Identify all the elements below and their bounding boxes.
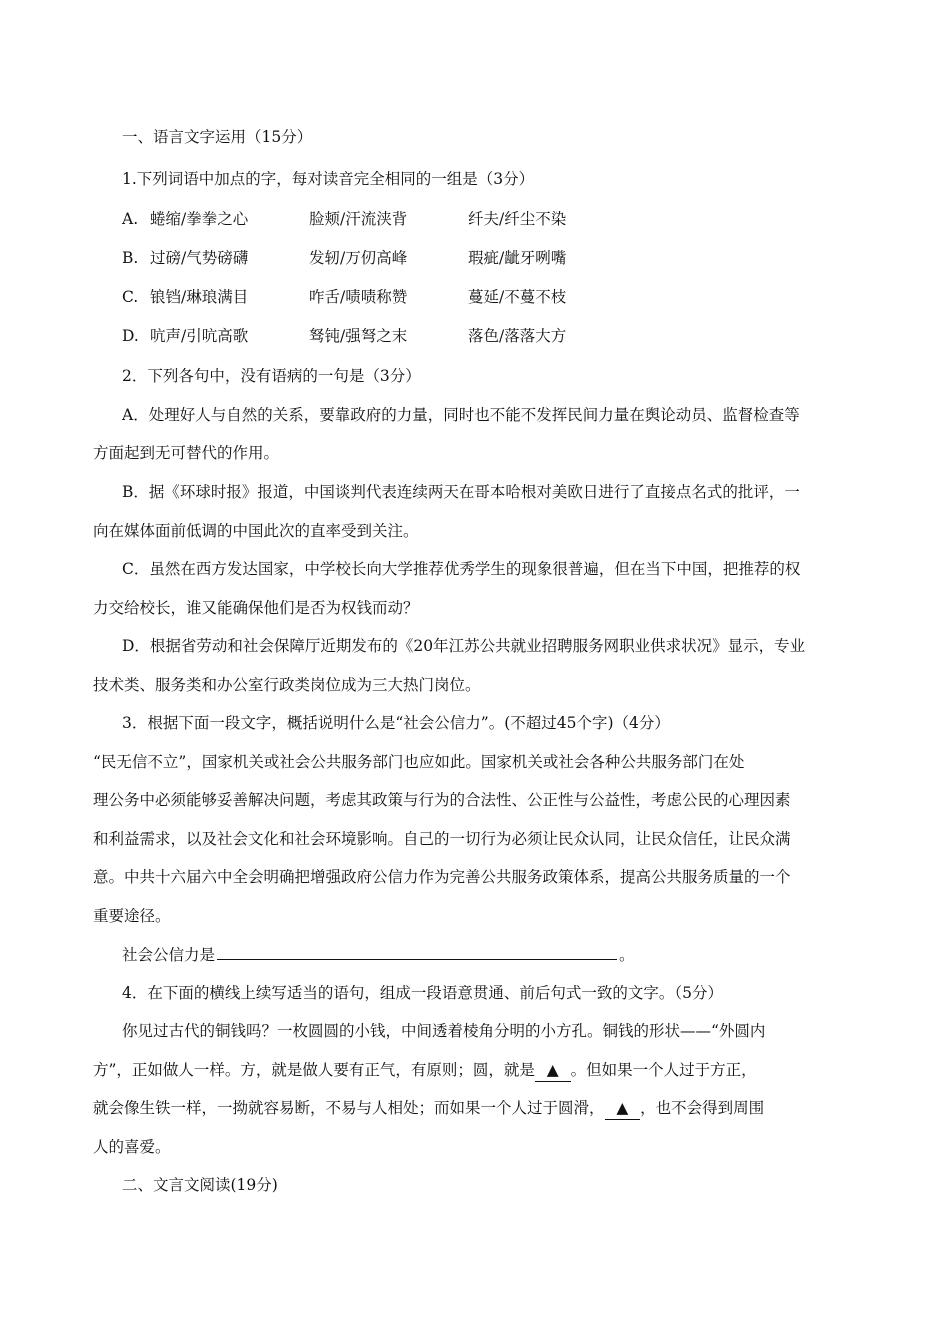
passage-line: 意。中共十六届六中全会明确把增强政府公信力作为完善公共服务政策体系，提高公共服务质量的一个 (93, 868, 791, 886)
option-label: C. (122, 288, 139, 306)
passage-line: 方”，正如做人一样。方，就是做人要有正气，有原则；圆，就是 ▲ 。但如果一个人过于方正， (93, 1059, 757, 1082)
passage-line: 和利益需求，以及社会文化和社会环境影响。自己的一切行为必须让民众认同，让民众信任，让民众满 (93, 830, 791, 848)
option-line: 力交给校长，谁又能确保他们是否为权钱而动？ (93, 599, 419, 617)
section-heading: 二、文言文阅读(19分) (122, 1176, 278, 1194)
answer-prefix: 社会公信力是 (122, 946, 216, 964)
option-line: B．据《环球时报》报道，中国谈判代表连续两天在哥本哈根对美欧日进行了直接点名式的批评，一 (122, 483, 800, 501)
option-word: 吭声/引吭高歌 (150, 327, 249, 345)
option-word: 瑕疵/龇牙咧嘴 (468, 249, 567, 267)
option-label: D. (122, 327, 139, 345)
passage-line: “民无信不立”，国家机关或社会公共服务部门也应如此。国家机关或社会各种公共服务部门在处 (93, 753, 745, 771)
answer-suffix: 。 (619, 946, 635, 964)
option-word: 咋舌/啧啧称赞 (309, 288, 408, 306)
option-label: B. (122, 249, 139, 267)
option-word: 蔓延/不蔓不枝 (468, 288, 567, 306)
question-stem: 1.下列词语中加点的字，每对读音完全相同的一组是（3分） (122, 170, 535, 188)
option-line: D．根据省劳动和社会保障厅近期发布的《20年江苏公共就业招聘服务网职业供求状况》显示，专业 (122, 637, 806, 655)
option-word: 发轫/万仞高峰 (309, 249, 408, 267)
question-stem: 4．在下面的横线上续写适当的语句，组成一段语意贯通、前后句式一致的文字。（5分） (122, 984, 723, 1002)
passage-line: 重要途径。 (93, 907, 171, 925)
section-heading: 一、语言文字运用（15分） (122, 128, 313, 146)
passage-line: 就会像生铁一样，一拗就容易断，不易与人相处；而如果一个人过于圆滑， ▲ ，也不会得到周围 (93, 1097, 764, 1120)
option-word: 脸颊/汗流浃背 (309, 210, 408, 228)
option-line: 向在媒体面前低调的中国此次的直率受到关注。 (93, 522, 419, 540)
option-line: C．虽然在西方发达国家，中学校长向大学推荐优秀学生的现象很普遍，但在当下中国，把推荐的权 (122, 560, 801, 578)
option-line: 技术类、服务类和办公室行政类岗位成为三大热门岗位。 (93, 676, 481, 694)
option-word: 驽钝/强弩之末 (309, 327, 408, 345)
option-word: 落色/落落大方 (468, 327, 567, 345)
passage-line: 理公务中必须能够妥善解决问题，考虑其政策与行为的合法性、公正性与公益性，考虑公民的心理因素 (93, 791, 791, 809)
option-line: 方面起到无可替代的作用。 (93, 444, 280, 462)
fill-blank[interactable]: ▲ (535, 1059, 571, 1082)
option-word: 蜷缩/拳拳之心 (150, 210, 249, 228)
question-stem: 3．根据下面一段文字，概括说明什么是“社会公信力”。(不超过45个字)（4分） (122, 714, 670, 732)
option-label: A. (122, 210, 139, 228)
option-word: 过磅/气势磅礴 (150, 249, 249, 267)
option-word: 纤夫/纤尘不染 (468, 210, 567, 228)
option-line: A．处理好人与自然的关系，要靠政府的力量，同时也不能不发挥民间力量在舆论动员、监督检查等 (122, 406, 800, 424)
option-word: 锒铛/琳琅满目 (150, 288, 249, 306)
fill-blank[interactable]: ▲ (605, 1097, 641, 1120)
question-stem: 2．下列各句中，没有语病的一句是（3分） (122, 367, 421, 385)
answer-blank[interactable] (217, 943, 617, 960)
passage-line: 你见过古代的铜钱吗？一枚圆圆的小钱，中间透着棱角分明的小方孔。铜钱的形状——“外圆内 (122, 1022, 766, 1040)
answer-line (122, 943, 635, 966)
passage-line: 人的喜爱。 (93, 1138, 171, 1156)
